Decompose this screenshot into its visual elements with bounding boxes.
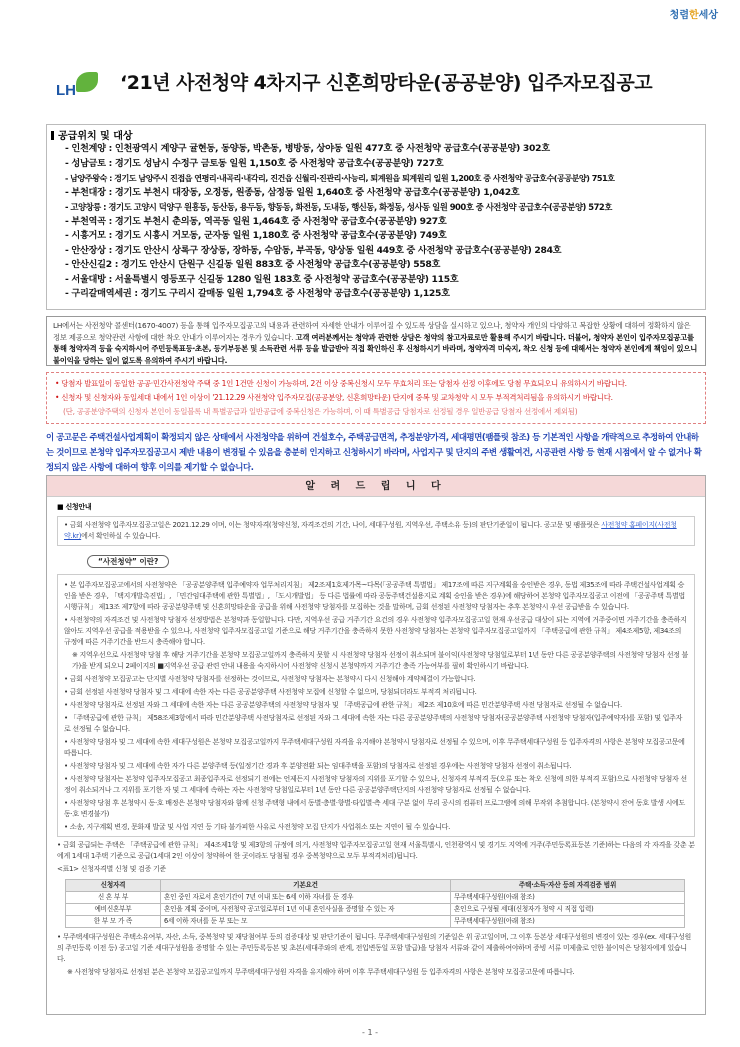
definition-item: • 사전청약 당첨자 및 그 세대에 속한 세대구성원은 본청약 모집공고일까지 무주택세대구성원 자격을 유지해야 본청약시 당첨자로 선정될 수 있으며, 이후 무주택세대구성원 등 입주자격의 사항은 본청약 모집공고문에 따릅니다. bbox=[64, 738, 685, 757]
supply-item: - 부천대장 : 경기도 부천시 대장동, 오정동, 원종동, 삼정동 일원 1,640호 중 사전청약 공급호수(공공분양) 1,042호 bbox=[65, 186, 520, 198]
warning-sub: (단, 공공분양주택의 신청자 본인이 동일블록 내 특별공급과 일반공급에 중복신청은 가능하며, 이 때 특별공급 당첨자로 선정될 경우 일반공급 당첨자 선정에서 제외됨) bbox=[63, 407, 578, 416]
warning-line: • 신청자 및 신청자와 동일세대 내에서 1인 이상이 '21.12.29 사전청약 입주자모집(공공분양, 신혼희망타운) 단지에 중복 및 교차청약 시 모두 부적격처리됨을 유의하시기 바랍니다. bbox=[55, 393, 613, 402]
table-cell: 무주택세대구성원(아래 참조) bbox=[451, 916, 685, 928]
table-cell: 예비신혼부부 bbox=[66, 904, 161, 916]
page-header bbox=[46, 66, 706, 110]
lh-logo bbox=[56, 72, 100, 104]
definition-box bbox=[57, 574, 695, 837]
notice-text-2: 더불어, 청약자 본인이 입주자모집공고를 통해 청약자격 등을 숙지하시어 주민등록표등·초본, 등기부등본 및 소득관련 서류 등을 발급받아 직접 확인하신 후 신청하시기 바라며, 청약자격 미숙지, 착오 신청 등에 대해서는 청약자 본인에게 책임이 있으니 불이익을 당하는 일이 없도록 유의하여 주시기 바랍니다. bbox=[53, 332, 698, 365]
warning-box bbox=[46, 372, 706, 424]
brand-text: 청렴 bbox=[669, 10, 689, 21]
definition-item: • 사전청약 당첨자 및 그 세대에 속한 자가 다른 분양주택 등(일정기간 경과 후 분양전환 되는 임대주택을 포함)의 당첨자로 선정된 경우에는 사전청약 당첨자 선정이 취소됩니다. bbox=[64, 762, 572, 770]
supply-item: - 부천역곡 : 경기도 부천시 춘의동, 역곡동 일원 1,464호 중 사전청약 공급호수(공공분양) 927호 bbox=[65, 215, 447, 227]
table-row bbox=[66, 904, 685, 916]
brand-dot: 한 bbox=[689, 10, 699, 21]
table-header-row bbox=[66, 880, 685, 892]
announcement-section bbox=[46, 475, 706, 1015]
supply-item: - 구리갈매역세권 : 경기도 구리시 갈매동 일원 1,794호 중 사전청약 공급호수(공공분양) 1,125호 bbox=[65, 288, 450, 299]
definition-item: • 금회 사전청약 모집공고는 단지별 사전청약 당첨자를 선정하는 것이므로, 사전청약 당첨자는 본청약시 다시 신청해야 계약체결이 가능합니다. bbox=[64, 675, 476, 683]
consult-notice-text bbox=[53, 320, 699, 366]
supply-heading-text: 공급위치 및 대상 bbox=[58, 131, 133, 142]
definition-item: • 사전청약 당첨자로 선정된 자와 그 세대에 속한 자는 다른 공공분양주택의 사전청약 당첨자 및 「주택공급에 관한 규칙」 제2조 제10호에 따른 민간분양주택 사전 당첨자로 선정될 수 없습니다. bbox=[64, 701, 622, 709]
application-info bbox=[64, 520, 688, 542]
supply-item: - 성남금토 : 경기도 성남시 수정구 금토동 일원 1,150호 중 사전청약 공급호수(공공분양) 727호 bbox=[65, 157, 444, 169]
section-title-text: ■ 신청안내 bbox=[57, 503, 92, 511]
supply-item: - 시흥거모 : 경기도 시흥시 거모동, 군자동 일원 1,180호 중 사전청약 공급호수(공공분양) 749호 bbox=[65, 230, 447, 241]
supply-item: - 안산장상 : 경기도 안산시 상록구 장상동, 장하동, 수암동, 부곡동, 양상동 일원 449호 중 사전청약 공급호수(공공분양) 284호 bbox=[65, 244, 562, 256]
household-text: • 무주택세대구성원은 주택소유여부, 자산, 소득, 중복청약 및 재당첨여부 등의 검증대상 및 판단기준이 됩니다. 무주택세대구성원의 기준일은 위 공고일이며, 그 이후 등본상 세대구성원의 변경이 있는 경우(ex. 세대구성원의 주민등록 이전 등) 공고일 기준 세대구성원을 증명할 수 있는 주민등록등본 및 초본(세대주와의 관계, 전입변동일 포함 발급)을 당첨자 서류와 같이 제출하여야하며 증빙 서류 미제출로 인한 불이익은 당첨자에게 있습니다. bbox=[57, 933, 691, 963]
brand-suffix: 세상 bbox=[698, 10, 718, 21]
blue-notice bbox=[46, 430, 706, 475]
consult-notice bbox=[46, 316, 706, 366]
supply-section bbox=[46, 124, 706, 310]
supply-item: - 인천계양 : 인천광역시 계양구 귤현동, 동양동, 박촌동, 병방동, 상야동 일원 477호 중 사전청약 공급호수(공공분양) 302호 bbox=[65, 143, 550, 154]
table-caption: <표1> 신청자격별 신청 및 검증 기준 bbox=[57, 865, 166, 873]
definition-item: • 사전청약 당첨자는 본청약 입주자모집공고 최종입주자로 선정되기 전에는 언제든지 사전청약 당첨자의 지위를 포기할 수 있으나, 신청자격 부적격 등(오류 또는 착오 신청에 의한 부적격 포함)으로 사전청약 당첨자 선정이 취소되거나 그 지위를 포기한 자 및 그 세대에 속하는 자는 사전청약 당첨일로부터 1년 동안 다른 공공분양주택단지의 사전청약 당첨자로 선정될 수 없습니다. bbox=[64, 775, 687, 794]
warning-line: • 당첨자 발표일이 동일한 공공·민간사전청약 주택 중 1인 1건만 신청이 가능하며, 2건 이상 중복신청시 모두 무효처리 또는 당첨자 선정 이후에도 당첨 무효되오니 유의하시기 바랍니다. bbox=[55, 379, 627, 388]
logo-text: LH bbox=[56, 82, 76, 99]
announcement-heading: 알 려 드 립 니 다 bbox=[47, 476, 705, 497]
definition-item: • 소송, 지구계획 변경, 문화재 발굴 및 사업 지연 등 기타 불가피한 사유로 사전청약 모집 단지가 사업취소 또는 지연이 될 수 있습니다. bbox=[64, 823, 451, 831]
eligibility-text: • 금회 공급되는 주택은 「주택공급에 관한 규칙」 제4조제1항 및 제3항의 규정에 의거, 사전청약 입주자모집공고일 현재 서울특별시, 인천광역시 및 경기도 지역에 거주(주민등록표등본 기준)하는 다음의 각 자격을 갖춘 분에게 1세대 1주택 기준으로 공급(1세대 2인 이상이 청약하여 한 곳이라도 당첨될 경우 중복청약으로 모두 부적격처리)됩니다. bbox=[57, 841, 695, 860]
table-header: 신청자격 bbox=[66, 880, 161, 892]
table-cell: 혼인 중인 자로서 혼인기간이 7년 이내 또는 6세 이하 자녀를 둔 경우 bbox=[161, 892, 451, 904]
supply-item: - 남양주왕숙 : 경기도 남양주시 진접읍 연평리·내곡리·내각리, 진건읍 신월리·진관리·사능리, 퇴계원읍 퇴계원리 일원 1,200호 중 사전청약 공급호수(공공분양) 751호 bbox=[65, 173, 615, 183]
supply-list bbox=[65, 142, 614, 302]
application-info-box bbox=[57, 516, 695, 546]
page-number: - 1 - bbox=[362, 1028, 378, 1037]
table-cell: 혼인으로 구성될 세대(신청자가 청약 시 직접 입력) bbox=[451, 904, 685, 916]
table-row bbox=[66, 892, 685, 904]
supply-item: - 안산신길2 : 경기도 안산시 단원구 신길동 일원 883호 중 사전청약 공급호수(공공분양) 558호 bbox=[65, 259, 441, 270]
household-note: ※ 사전청약 당첨자로 선정된 분은 본청약 모집공고일까지 무주택세대구성원 자격을 유지해야 하며 이후 무주택세대구성원 등 입주자격의 사항은 본청약 모집공고문에 따릅니다. bbox=[67, 968, 575, 976]
table-header: 주택·소득·자산 등의 자격검증 범위 bbox=[451, 880, 685, 892]
table-header: 기본요건 bbox=[161, 880, 451, 892]
application-info-text: • 금회 사전청약 입주자모집공고일은 2021.12.29 이며, 이는 청약자격(청약신청, 자격조건의 기간, 나이, 세대구성원, 지역우선, 주택소유 등)의 판단기준일이 됩니다. 공고문 및 팸플릿은 bbox=[64, 521, 600, 529]
brand-slogan bbox=[670, 6, 718, 21]
bar-icon bbox=[51, 131, 54, 140]
table-cell: 6세 이하 자녀를 둔 부 또는 모 bbox=[161, 916, 451, 928]
table-cell: 혼인을 계획 중이며, 사전청약 공고일로부터 1년 이내 혼인사실을 증명할 수 있는 자 bbox=[161, 904, 451, 916]
table-cell: 신 혼 부 부 bbox=[66, 892, 161, 904]
blue-notice-text: 이 공고문은 주택건설사업계획이 확정되지 않은 상태에서 사전청약을 위하여 건설호수, 주택공급면적, 추정분양가격, 세대평면(팸플릿 참조) 등 기본적인 사항을 개략적으로 추정하여 안내하는 것이므로 본청약 입주자모집공고시 제반 내용이 변경될 수 있음을 충분히 인지하고 신청하시기 바라며, 사업지구 및 단지의 주변 생활여건, 시공관련 사항 등 현재 시점에서 알 수 없거나 확정되지 않은 사항에 대하여 향후 이의를 제기할 수 없습니다. bbox=[46, 432, 702, 472]
definition-item: • 사전청약 당첨 후 본청약시 동·호 배정은 본청약 당첨자와 함께 신청 주택형 내에서 동별·층별·향별·타입별·측 세대 구분 없이 무리 공시의 컴퓨터 프로그램에 의해 무작위 추첨합니다. (본청약시 잔여 동호 발생 시에도 동·호 변경불가) bbox=[64, 799, 685, 818]
page-title: ‘21년 사전청약 4차지구 신혼희망타운(공공분양) 입주자모집공고 bbox=[120, 72, 653, 94]
definition-item: • 사전청약의 자격조건 및 사전청약 당첨자 선정방법은 본청약과 동일합니다. 다만, 지역우선 공급 거주기간 요건의 경우 사전청약 입주자모집공고일 현재 우선공급 대상이 되는 지역에 거주중이면 거주기간을 충족하지 않아도 지역우선 공급을 적용받을 수 있으나, 사전청약 입주자모집공고일 기준으로 해당 거주기간을 충족하지 못한 사전청약 당첨자는 본청약 입주자모집공고일까지 「주택공급에 관한 규칙」 제4조제5항, 제34조의 규정에 따른 거주기간을 반드시 충족해야 합니다. bbox=[64, 616, 687, 646]
supply-heading bbox=[51, 127, 133, 142]
section-title bbox=[57, 502, 695, 513]
definition-item: • 금회 선정된 사전청약 당첨자 및 그 세대에 속한 자는 다른 공공분양주택 사전청약 모집에 신청할 수 없으며, 당첨되더라도 부적격 처리됩니다. bbox=[64, 688, 477, 696]
leaf-icon bbox=[76, 72, 98, 92]
notice-bold: 고객 여러분께서는 청약과 관련한 상담은 청약의 참고자료로만 활용해 주시기 바랍니다. bbox=[295, 332, 566, 342]
table-row bbox=[66, 916, 685, 928]
supply-item: - 고양창릉 : 경기도 고양시 덕양구 원흥동, 동산동, 용두동, 향동동, 화전동, 도내동, 행신동, 화정동, 성사동 일원 900호 중 사전청약 공급호수(공공분양) 572호 bbox=[65, 202, 612, 212]
announcement-body bbox=[47, 498, 705, 982]
definition-item: • 본 입주자모집공고에서의 사전청약은 「공공분양주택 입주예약자 업무처리지침」 제2조제1호제가목~다목(「공공주택 특별법」 제17조에 따른 지구계획을 승인받은 경우, 동법 제35조에 따라 주택건설사업계획 승인을 받은 경우, 「택지개발촉진법」, 「민간임대주택에 관한 특별법」, 「도시개발법」 등 다른 법률에 따라 공동주택건설용지로 계획 승인을 받은 경우)에 해당하여 본청약 입주자모집공고 이전에 「공공주택 특별법 시행규칙」 제13조 제7항에 따라 공공분양주택 및 신혼희망타운을 공급을 위해 사전청약 당첨자를 모집하는 것을 말하며, 금회 선정된 사전청약 당첨자는 추후 본청약시 우선 공급받을 수 있습니다. bbox=[64, 581, 685, 611]
notice-text-1: LH에서는 사전청약 콜센터(1670-4007) 등을 통해 입주자모집공고의 내용과 관련하여 자세한 안내가 이루어질 수 있도록 상담을 실시하고 있으나, 청약자 개인의 다양하고 복잡한 상황에 대하여 정확하지 않은 정보 제공으로 청약관련 사항에 대한 착오 안내가 이루어지는 경우가 있습니다. bbox=[53, 321, 691, 342]
pre-subscription-site-link[interactable]: 사전청약 홈페이지(사전청약.kr) bbox=[64, 521, 677, 540]
eligibility-table bbox=[65, 879, 685, 928]
definition-item: • 「주택공급에 관한 규칙」 제58조제3항에서 따라 민간분양주택 사전당첨자로 선정된 자와 그 세대에 속한 자는 다른 공공분양주택의 사전청약 당첨자(공공분양주택 사전청약 당첨자(입주예약자)를 포함) 및 입주자로 선정될 수 없습니다. bbox=[64, 714, 683, 733]
definition-item: ※ 지역우선으로 사전청약 당첨 후 해당 거주기간을 본청약 모집공고일까지 충족하지 못할 시 사전청약 당첨자 선정이 취소되며 불이익(사전청약 당첨일로부터 1년 동안 다른 공공분양주택의 사전청약 당첨자 선정 불가)을 받게 되오니 2페이지의 ■지역우선 공급 관련 안내 내용을 숙지하시어 사전청약 신청시 본청약까지 거주기간 충족 가능여부를 필히 확인하시기 바랍니다. bbox=[72, 651, 689, 670]
definition-tag: “사전청약” 이란? bbox=[87, 555, 169, 568]
supply-item: - 서울대방 : 서울특별시 영등포구 신길동 1280 일원 183호 중 사전청약 공급호수(공공분양) 115호 bbox=[65, 273, 459, 285]
application-info-tail: 에서 확인하실 수 있습니다. bbox=[81, 532, 160, 540]
table-cell: 한 부 모 가 족 bbox=[66, 916, 161, 928]
table-cell: 무주택세대구성원(아래 참조) bbox=[451, 892, 685, 904]
